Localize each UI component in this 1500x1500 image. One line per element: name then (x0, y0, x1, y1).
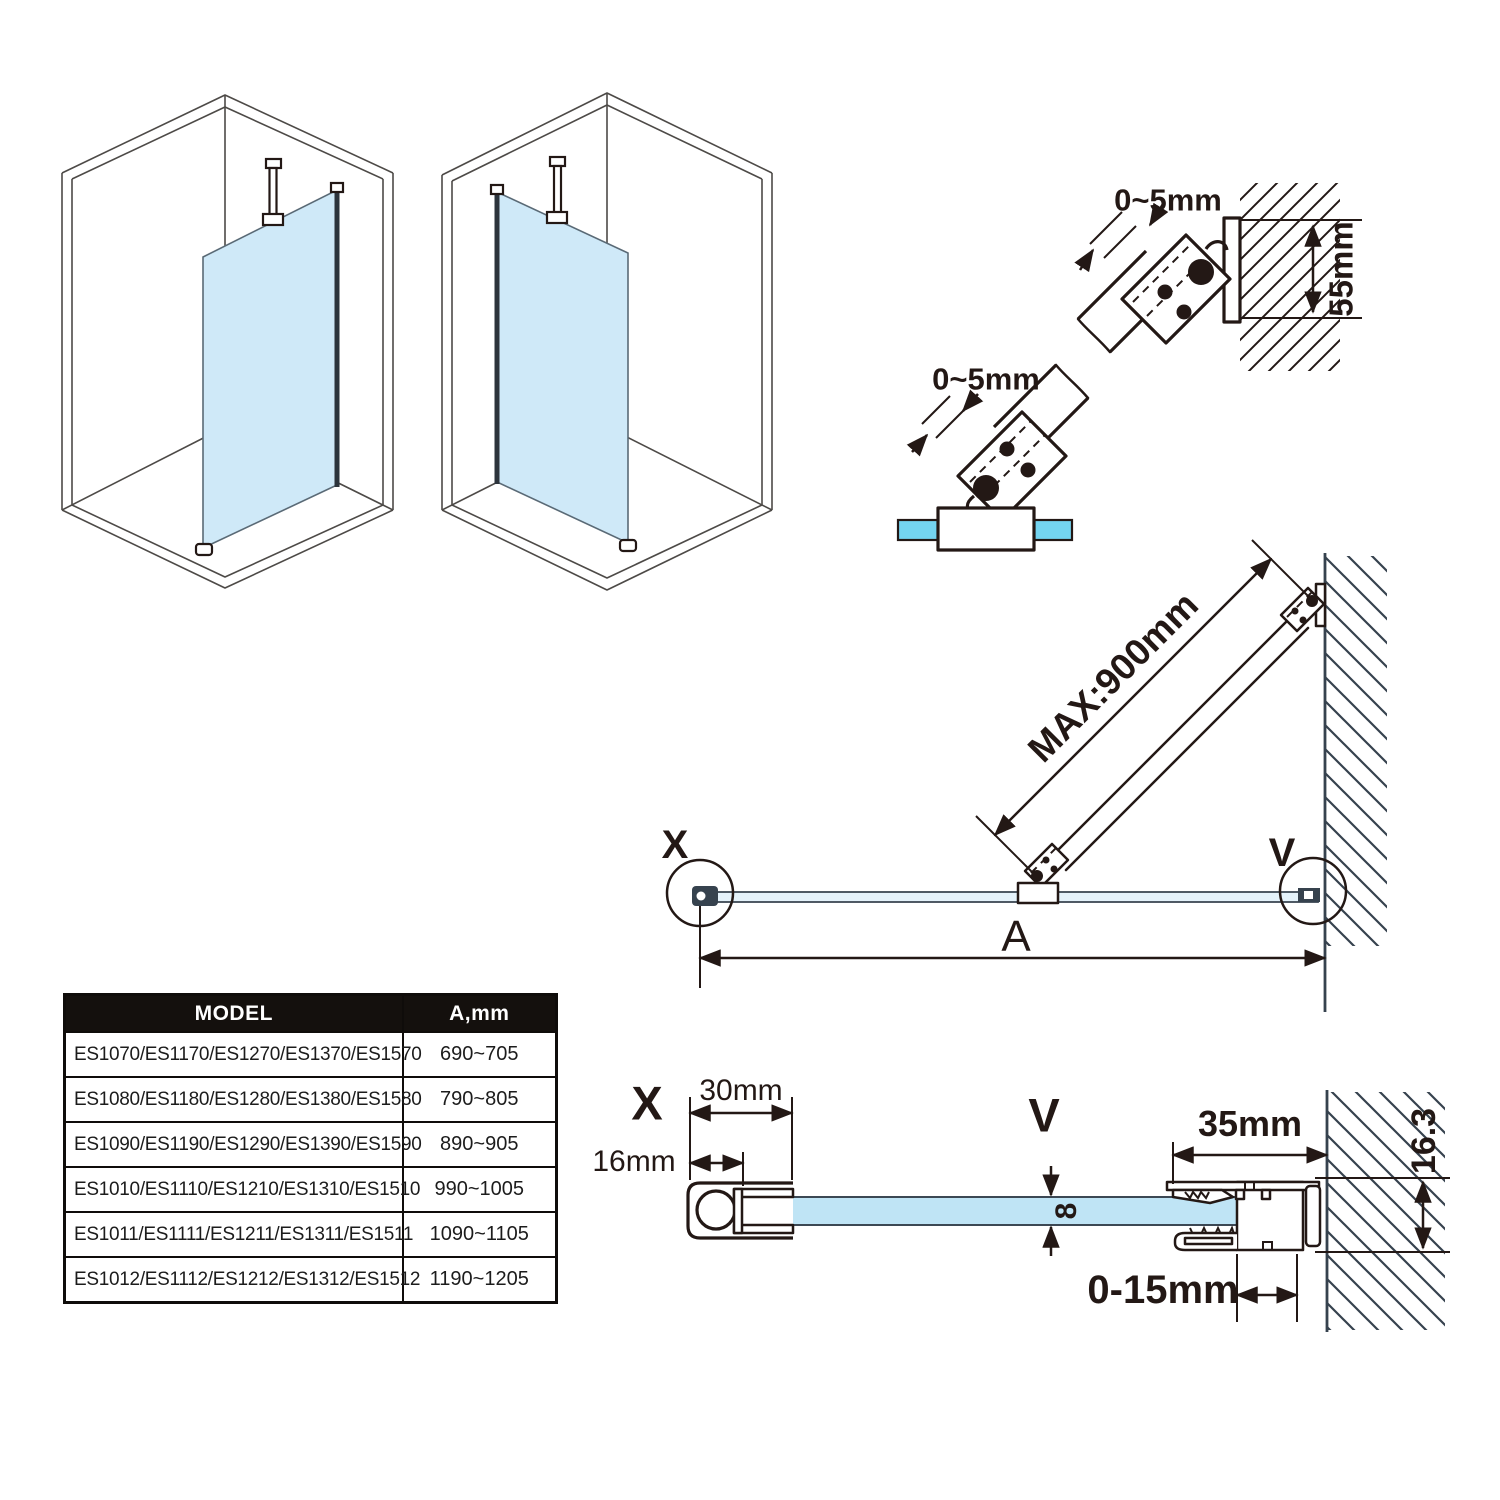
tube-break-wave-1 (1078, 319, 1110, 352)
table-header-row (65, 995, 557, 1033)
bar-lower-bracket-plan (1025, 844, 1068, 887)
iso-view-right-mount (62, 95, 393, 588)
model-cell: ES1011/ES1111/ES1211/ES1311/ES1511 (65, 1212, 403, 1257)
col-header-model: MODEL (65, 995, 403, 1033)
amm-cell: 790~805 (403, 1077, 557, 1122)
floor-fitting-iso-2 (620, 540, 636, 551)
wall-mount-plate (1224, 218, 1240, 322)
upper-bracket (1122, 235, 1230, 343)
amm-cell: 1090~1105 (403, 1212, 557, 1257)
ceiling-support-iso-2 (547, 157, 567, 223)
model-cell: ES1080/ES1180/ES1280/ES1380/ES1580 (65, 1077, 403, 1122)
profile-cap-iso-2 (491, 185, 503, 194)
profile-cap-iso-1 (331, 183, 343, 192)
detail-v-title: V (1028, 1088, 1060, 1142)
dim-16mm-label: 16mm (592, 1145, 676, 1178)
amm-cell: 990~1005 (403, 1167, 557, 1212)
glass-section (743, 1197, 1240, 1225)
table-row (65, 1167, 557, 1212)
glass-clamp-plan (1018, 883, 1058, 903)
iso-view-left-mount (442, 93, 772, 590)
support-bar-plan (1052, 614, 1294, 856)
floor-fitting-iso-1 (196, 544, 212, 555)
amm-cell: 690~705 (403, 1032, 557, 1077)
col-header-amm: A,mm (403, 995, 557, 1033)
marker-v-label: V (1268, 831, 1296, 875)
table-row (65, 1122, 557, 1167)
model-cell: ES1010/ES1110/ES1210/ES1310/ES1510 (65, 1167, 403, 1212)
model-cell: ES1090/ES1190/ES1290/ES1390/ES1590 (65, 1122, 403, 1167)
dim-8-label: 8 (1050, 1202, 1083, 1220)
model-cell: ES1070/ES1170/ES1270/ES1370/ES1570 (65, 1032, 403, 1077)
amm-cell: 1190~1205 (403, 1257, 557, 1303)
table-row (65, 1257, 557, 1303)
detail-x-title: X (631, 1076, 663, 1130)
table-row (65, 1212, 557, 1257)
marker-x-label: X (661, 823, 689, 867)
glass-panel-iso-1 (203, 190, 337, 548)
ceiling-support-iso-1 (263, 159, 283, 225)
glass-panel-plan (713, 892, 1318, 902)
x-profile (688, 1183, 793, 1238)
lower-bracket (958, 412, 1066, 520)
dim-max900-label: MAX:900mm (1019, 583, 1207, 771)
dim-015mm-label: 0-15mm (1087, 1268, 1239, 1312)
model-cell: ES1012/ES1112/ES1212/ES1312/ES1512 (65, 1257, 403, 1303)
dim-gap-top-label: 0~5mm (1114, 182, 1222, 218)
dim-35mm-label: 35mm (1197, 1103, 1303, 1144)
wall-hatch-plan (1325, 556, 1387, 946)
table-row (65, 1032, 557, 1077)
table-row (65, 1077, 557, 1122)
dim-max900-arrow (995, 559, 1271, 835)
glass-panel-iso-2 (497, 192, 628, 543)
model-size-table (63, 993, 558, 1304)
dim-30mm-label: 30mm (699, 1074, 783, 1107)
dim-a-label: A (1001, 912, 1031, 961)
dim-55mm-label: 55mm (1322, 221, 1360, 317)
dim-gap-bottom-label: 0~5mm (932, 361, 1040, 397)
tube-break-wave-2 (1056, 365, 1088, 398)
glass-clamp-body (938, 508, 1034, 550)
dim-163-label: 16.3 (1405, 1107, 1443, 1175)
amm-cell: 890~905 (403, 1122, 557, 1167)
